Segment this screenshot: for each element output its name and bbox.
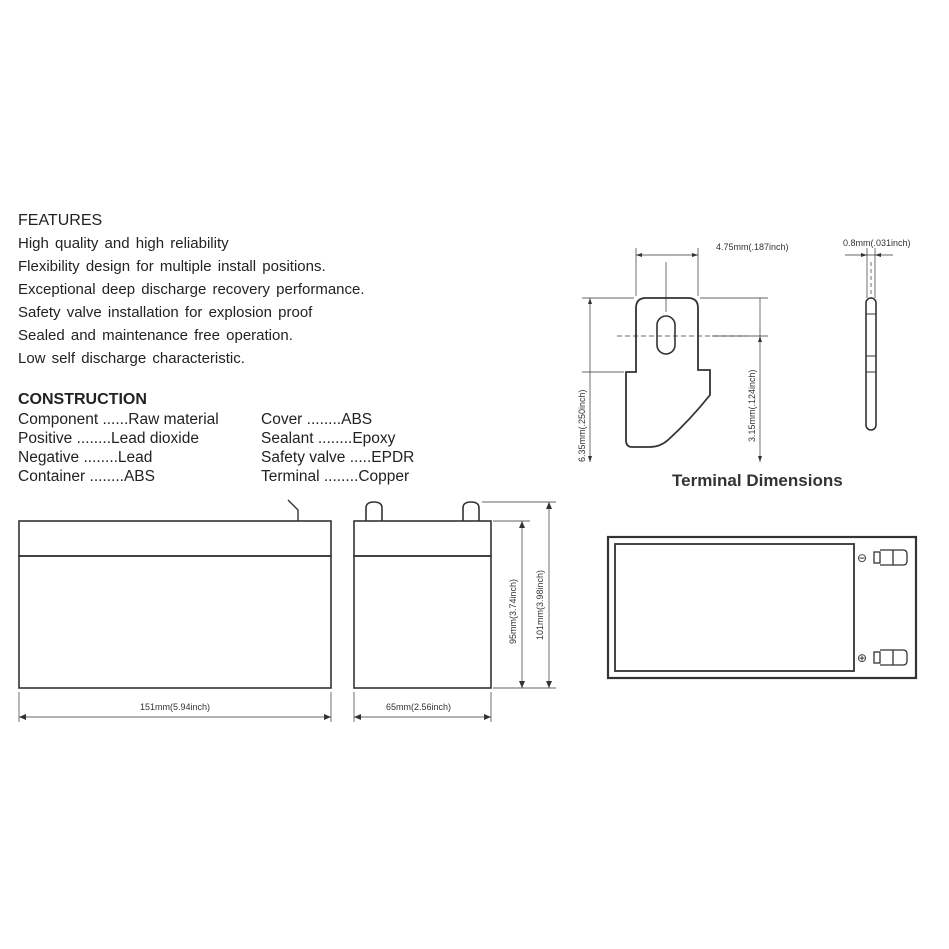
terminal-hole-label: 3.15mm(.124inch) <box>747 369 757 442</box>
feature-item: Flexibility design for multiple install positions. <box>18 258 326 275</box>
terminal-dimension-lines <box>582 248 768 462</box>
construction-heading: CONSTRUCTION <box>18 391 147 408</box>
negative-terminal-symbol: ⊖ <box>857 551 868 565</box>
feature-item: Exceptional deep discharge recovery performance. <box>18 281 365 298</box>
negative-terminal-icon <box>874 550 907 565</box>
battery-body-height-label: 95mm(3.74inch) <box>508 578 518 644</box>
feature-item: Low self discharge characteristic. <box>18 350 245 367</box>
thickness-dimension-lines <box>845 248 893 298</box>
features-heading: FEATURES <box>18 212 103 229</box>
battery-length-label: 151mm(5.94inch) <box>140 702 211 712</box>
feature-item: Sealed and maintenance free operation. <box>18 327 293 344</box>
terminal-height-label: 6.35mm(.250inch) <box>577 389 587 462</box>
dimension-arrows <box>19 253 881 720</box>
battery-front-view <box>19 500 331 688</box>
side-dimension-lines <box>354 502 556 722</box>
feature-item: Safety valve installation for explosion proof <box>18 304 313 321</box>
battery-total-height-label: 101mm(3.98inch) <box>535 569 545 640</box>
battery-top-view <box>608 537 916 678</box>
battery-side-view <box>354 502 491 688</box>
terminal-tab-side-view <box>866 298 876 430</box>
construction-cell: Cover ........ABS <box>261 411 373 428</box>
construction-cell: Component ......Raw material <box>18 411 219 428</box>
construction-cell: Negative ........Lead <box>18 449 153 466</box>
positive-terminal-symbol: ⊕ <box>857 651 868 665</box>
terminal-dimensions-title: Terminal Dimensions <box>672 471 843 490</box>
battery-width-label: 65mm(2.56inch) <box>386 702 452 712</box>
construction-cell: Safety valve .....EPDR <box>261 449 415 466</box>
terminal-thickness-label: 0.8mm(.031inch) <box>843 238 911 248</box>
terminal-tab-front-view <box>626 298 710 447</box>
construction-cell: Sealant ........Epoxy <box>261 430 396 447</box>
terminal-width-label: 4.75mm(.187inch) <box>716 242 789 252</box>
feature-item: High quality and high reliability <box>18 235 229 252</box>
construction-cell: Container ........ABS <box>18 468 155 485</box>
construction-cell: Terminal ........Copper <box>261 468 410 485</box>
positive-terminal-icon <box>874 650 907 665</box>
construction-cell: Positive ........Lead dioxide <box>18 430 199 447</box>
